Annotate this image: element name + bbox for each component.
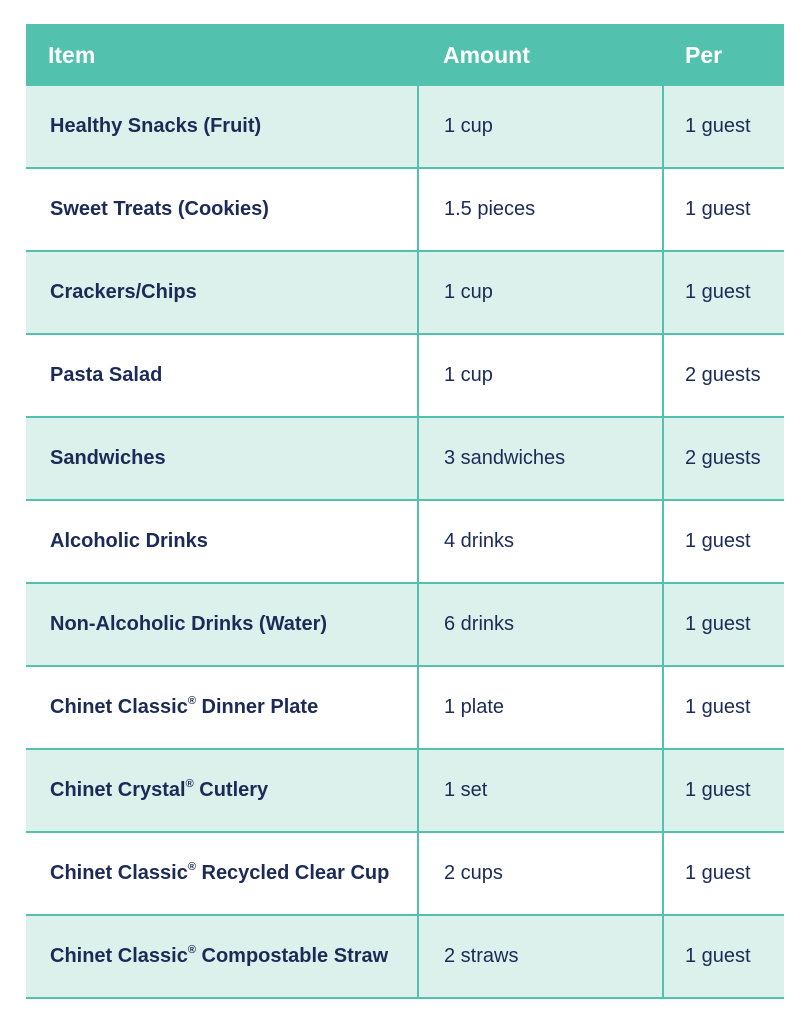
amount-cell: 2 cups (418, 832, 663, 915)
item-cell: Healthy Snacks (Fruit) (26, 86, 418, 168)
table-row (26, 334, 784, 417)
per-cell: 2 guests (663, 417, 784, 500)
per-cell: 1 guest (663, 915, 784, 998)
amount-cell: 1 plate (418, 666, 663, 749)
item-cell: Chinet Classic® Dinner Plate (26, 666, 418, 749)
table-header (26, 24, 784, 86)
item-cell: Non-Alcoholic Drinks (Water) (26, 583, 418, 666)
table-row (26, 832, 784, 915)
serving-guide-table-container (26, 24, 784, 999)
header-item: Item (26, 24, 418, 86)
amount-cell: 3 sandwiches (418, 417, 663, 500)
registered-mark: ® (187, 944, 196, 956)
registered-mark: ® (187, 861, 196, 873)
amount-cell: 1 cup (418, 334, 663, 417)
table-row (26, 583, 784, 666)
per-cell: 1 guest (663, 86, 784, 168)
table-row (26, 251, 784, 334)
item-cell: Chinet Classic® Compostable Straw (26, 915, 418, 998)
amount-cell: 1.5 pieces (418, 168, 663, 251)
header-row (26, 24, 784, 86)
per-cell: 1 guest (663, 251, 784, 334)
amount-cell: 1 cup (418, 86, 663, 168)
header-per: Per (663, 24, 784, 86)
amount-cell: 2 straws (418, 915, 663, 998)
item-cell: Pasta Salad (26, 334, 418, 417)
per-cell: 1 guest (663, 583, 784, 666)
amount-cell: 1 set (418, 749, 663, 832)
per-cell: 2 guests (663, 334, 784, 417)
item-cell: Sweet Treats (Cookies) (26, 168, 418, 251)
table-row (26, 417, 784, 500)
serving-guide-table (26, 24, 784, 999)
table-row (26, 168, 784, 251)
item-cell: Chinet Crystal® Cutlery (26, 749, 418, 832)
item-cell: Sandwiches (26, 417, 418, 500)
amount-cell: 1 cup (418, 251, 663, 334)
registered-mark: ® (185, 778, 194, 790)
item-cell: Alcoholic Drinks (26, 500, 418, 583)
per-cell: 1 guest (663, 168, 784, 251)
table-row (26, 915, 784, 998)
per-cell: 1 guest (663, 500, 784, 583)
table-row (26, 500, 784, 583)
amount-cell: 6 drinks (418, 583, 663, 666)
per-cell: 1 guest (663, 832, 784, 915)
table-row (26, 666, 784, 749)
item-cell: Crackers/Chips (26, 251, 418, 334)
table-row (26, 86, 784, 168)
amount-cell: 4 drinks (418, 500, 663, 583)
header-amount: Amount (418, 24, 663, 86)
per-cell: 1 guest (663, 666, 784, 749)
table-body (26, 86, 784, 998)
item-cell: Chinet Classic® Recycled Clear Cup (26, 832, 418, 915)
per-cell: 1 guest (663, 749, 784, 832)
registered-mark: ® (187, 695, 196, 707)
table-row (26, 749, 784, 832)
